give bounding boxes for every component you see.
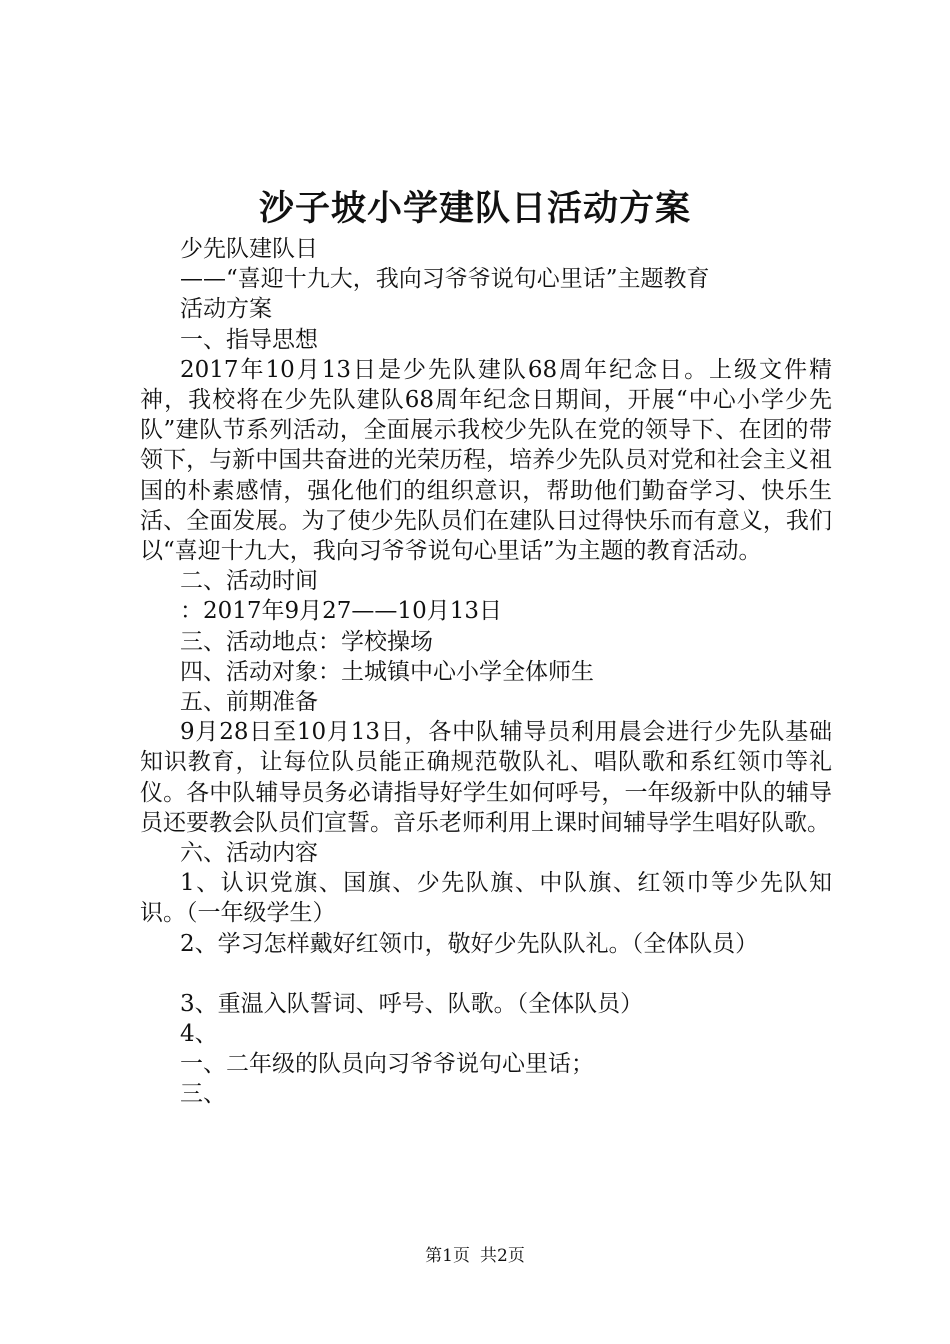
paragraph-subtitle-3: 活动方案	[180, 296, 272, 323]
section-heading-activity-time: 二、活动时间	[180, 568, 318, 595]
list-item-1: 1、认识党旗、国旗、少先队旗、中队旗、红领巾等少先队知识。（一年级学生）	[140, 870, 832, 927]
paragraph-activity-participants: 四、活动对象：土城镇中心小学全体师生	[180, 658, 594, 685]
paragraph-subtitle-2: ——“喜迎十九大，我向习爷爷说句心里话”主题教育	[180, 266, 710, 293]
document-body	[140, 234, 832, 1110]
section-heading-activity-content: 六、活动内容	[180, 840, 318, 867]
list-item-4: 4、	[180, 1021, 218, 1048]
document-title: 沙子坡小学建队日活动方案	[258, 188, 691, 229]
page-total: 共2页	[480, 1246, 525, 1266]
list-item-4-sub-1: 一、二年级的队员向习爷爷说句心里话；	[180, 1051, 594, 1078]
section-heading-preparation: 五、前期准备	[180, 689, 318, 716]
paragraph-activity-time: ：2017年9月27——10月13日	[180, 598, 502, 625]
list-item-3: 3、重温入队誓词、呼号、队歌。（全体队员）	[180, 990, 644, 1017]
page-number: 第1页	[425, 1246, 470, 1266]
page-footer	[0, 1245, 950, 1267]
paragraph-activity-location: 三、活动地点：学校操场	[180, 628, 433, 655]
paragraph-subtitle-1: 少先队建队日	[180, 236, 318, 262]
paragraph-guiding-thought: 2017年10月13日是少先队建队68周年纪念日。上级文件精神，我校将在少先队建队68周年纪念日期间，开展“中心小学少先队”建队节系列活动，全面展示我校少先队在党的领导下、在团的带领下，与新中国共奋进的光荣历程，培养少先队员对党和社会主义祖国的朴素感情，强化他们的组织意识，帮助他们勤奋学习、快乐生活、全面发展。为了使少先队员们在建队日过得快乐而有意义，我们以“喜迎十九大，我向习爷爷说句心里话”为主题的教育活动。	[140, 356, 832, 565]
section-heading-guiding-thought: 一、指导思想	[180, 326, 318, 353]
list-item-4-sub-2: 三、	[180, 1081, 226, 1108]
list-item-2: 2、学习怎样戴好红领巾，敬好少先队队礼。（全体队员）	[180, 930, 759, 957]
paragraph-preparation: 9月28日至10月13日，各中队辅导员利用晨会进行少先队基础知识教育，让每位队员能正确规范敬队礼、唱队歌和系红领巾等礼仪。各中队辅导员务必请指导好学生如何呼号，一年级新中队的辅导员还要教会队员们宣誓。音乐老师利用上课时间辅导学生唱好队歌。	[140, 719, 832, 836]
